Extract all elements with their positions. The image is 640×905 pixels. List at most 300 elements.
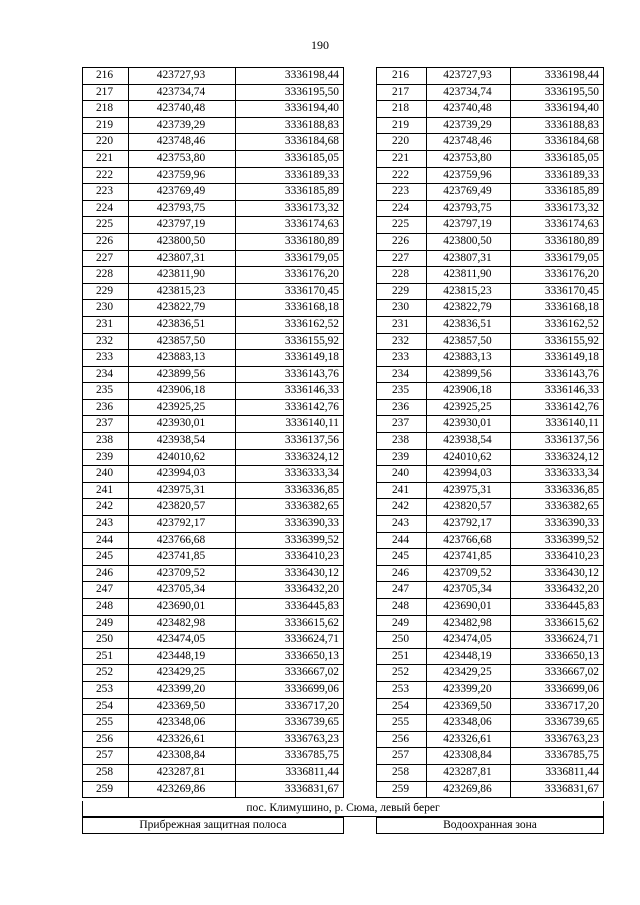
x-coordinate: 423836,51 (129, 316, 236, 333)
table-row (377, 681, 604, 698)
point-number: 225 (377, 217, 427, 234)
x-coordinate: 423740,48 (129, 101, 236, 118)
table-row (83, 516, 344, 533)
x-coordinate: 423792,17 (129, 516, 236, 533)
table-row (377, 433, 604, 450)
x-coordinate: 423734,74 (427, 84, 511, 101)
point-number: 254 (377, 698, 427, 715)
table-row (83, 582, 344, 599)
x-coordinate: 423739,29 (427, 117, 511, 134)
x-coordinate: 423800,50 (129, 233, 236, 250)
y-coordinate: 3336667,02 (236, 665, 344, 682)
point-number: 247 (83, 582, 129, 599)
x-coordinate: 423759,96 (129, 167, 236, 184)
table-row (377, 316, 604, 333)
point-number: 250 (377, 632, 427, 649)
point-number: 253 (83, 681, 129, 698)
x-coordinate: 423448,19 (427, 648, 511, 665)
x-coordinate: 423938,54 (129, 433, 236, 450)
x-coordinate: 423820,57 (427, 499, 511, 516)
table-row (377, 615, 604, 632)
y-coordinate: 3336382,65 (511, 499, 604, 516)
point-number: 239 (83, 449, 129, 466)
point-number: 256 (377, 731, 427, 748)
y-coordinate: 3336763,23 (236, 731, 344, 748)
point-number: 240 (377, 466, 427, 483)
y-coordinate: 3336382,65 (236, 499, 344, 516)
y-coordinate: 3336615,62 (511, 615, 604, 632)
table-row (377, 399, 604, 416)
coordinates-table-water-protection-zone (376, 67, 604, 798)
x-coordinate: 423269,86 (129, 781, 236, 798)
table-row (377, 250, 604, 267)
x-coordinate: 423741,85 (129, 549, 236, 566)
point-number: 233 (377, 350, 427, 367)
table-row (83, 632, 344, 649)
y-coordinate: 3336831,67 (511, 781, 604, 798)
point-number: 222 (377, 167, 427, 184)
point-number: 235 (83, 383, 129, 400)
x-coordinate: 423705,34 (129, 582, 236, 599)
table-row (377, 300, 604, 317)
coordinates-table-body (83, 68, 344, 798)
y-coordinate: 3336137,56 (236, 433, 344, 450)
point-number: 216 (83, 68, 129, 85)
x-coordinate: 423399,20 (427, 681, 511, 698)
y-coordinate: 3336432,20 (236, 582, 344, 599)
table-row (83, 250, 344, 267)
point-number: 218 (377, 101, 427, 118)
table-row (83, 698, 344, 715)
x-coordinate: 423797,19 (129, 217, 236, 234)
y-coordinate: 3336162,52 (236, 316, 344, 333)
x-coordinate: 423734,74 (129, 84, 236, 101)
point-number: 227 (377, 250, 427, 267)
table-row (377, 466, 604, 483)
table-row (377, 200, 604, 217)
table-row (83, 565, 344, 582)
y-coordinate: 3336180,89 (511, 233, 604, 250)
y-coordinate: 3336180,89 (236, 233, 344, 250)
point-number: 251 (83, 648, 129, 665)
x-coordinate: 423748,46 (427, 134, 511, 151)
point-number: 239 (377, 449, 427, 466)
y-coordinate: 3336410,23 (511, 549, 604, 566)
x-coordinate: 423899,56 (427, 366, 511, 383)
point-number: 254 (83, 698, 129, 715)
y-coordinate: 3336170,45 (236, 283, 344, 300)
x-coordinate: 423369,50 (129, 698, 236, 715)
point-number: 219 (83, 117, 129, 134)
coordinates-table-coastal-strip (82, 67, 344, 798)
table-row (377, 499, 604, 516)
point-number: 223 (83, 184, 129, 201)
coordinates-table-body (377, 68, 604, 798)
x-coordinate: 423792,17 (427, 516, 511, 533)
y-coordinate: 3336445,83 (236, 599, 344, 616)
y-coordinate: 3336188,83 (236, 117, 344, 134)
x-coordinate: 423474,05 (129, 632, 236, 649)
point-number: 258 (83, 764, 129, 781)
point-number: 249 (83, 615, 129, 632)
table-row (83, 599, 344, 616)
y-coordinate: 3336333,34 (236, 466, 344, 483)
table-row (377, 84, 604, 101)
table-row (83, 731, 344, 748)
point-number: 219 (377, 117, 427, 134)
point-number: 245 (377, 549, 427, 566)
y-coordinate: 3336650,13 (236, 648, 344, 665)
y-coordinate: 3336785,75 (511, 748, 604, 765)
point-number: 259 (377, 781, 427, 798)
point-number: 234 (377, 366, 427, 383)
point-number: 222 (83, 167, 129, 184)
x-coordinate: 423705,34 (427, 582, 511, 599)
x-coordinate: 423739,29 (129, 117, 236, 134)
x-coordinate: 423474,05 (427, 632, 511, 649)
y-coordinate: 3336811,44 (236, 764, 344, 781)
table-row (377, 217, 604, 234)
point-number: 229 (377, 283, 427, 300)
y-coordinate: 3336140,11 (236, 416, 344, 433)
x-coordinate: 423822,79 (427, 300, 511, 317)
x-coordinate: 423797,19 (427, 217, 511, 234)
x-coordinate: 423287,81 (427, 764, 511, 781)
table-row (83, 466, 344, 483)
point-number: 257 (83, 748, 129, 765)
y-coordinate: 3336188,83 (511, 117, 604, 134)
point-number: 255 (377, 715, 427, 732)
point-number: 250 (83, 632, 129, 649)
y-coordinate: 3336624,71 (511, 632, 604, 649)
point-number: 224 (377, 200, 427, 217)
y-coordinate: 3336194,40 (236, 101, 344, 118)
table-row (83, 117, 344, 134)
x-coordinate: 423753,80 (129, 150, 236, 167)
y-coordinate: 3336430,12 (236, 565, 344, 582)
x-coordinate: 423857,50 (129, 333, 236, 350)
x-coordinate: 423748,46 (129, 134, 236, 151)
table-row (377, 383, 604, 400)
y-coordinate: 3336667,02 (511, 665, 604, 682)
table-row (83, 283, 344, 300)
y-coordinate: 3336184,68 (236, 134, 344, 151)
y-coordinate: 3336739,65 (511, 715, 604, 732)
y-coordinate: 3336189,33 (511, 167, 604, 184)
x-coordinate: 423883,13 (427, 350, 511, 367)
x-coordinate: 423975,31 (129, 482, 236, 499)
y-coordinate: 3336194,40 (511, 101, 604, 118)
table-row (83, 482, 344, 499)
point-number: 223 (377, 184, 427, 201)
table-row (377, 632, 604, 649)
y-coordinate: 3336149,18 (511, 350, 604, 367)
y-coordinate: 3336174,63 (236, 217, 344, 234)
point-number: 221 (377, 150, 427, 167)
y-coordinate: 3336198,44 (511, 68, 604, 85)
point-number: 245 (83, 549, 129, 566)
x-coordinate: 423793,75 (427, 200, 511, 217)
y-coordinate: 3336146,33 (511, 383, 604, 400)
y-coordinate: 3336195,50 (236, 84, 344, 101)
table-row (83, 449, 344, 466)
table-row (83, 333, 344, 350)
point-number: 258 (377, 764, 427, 781)
x-coordinate: 423709,52 (427, 565, 511, 582)
table-row (377, 267, 604, 284)
x-coordinate: 423820,57 (129, 499, 236, 516)
table-row (83, 399, 344, 416)
table-row (377, 482, 604, 499)
y-coordinate: 3336155,92 (511, 333, 604, 350)
point-number: 242 (377, 499, 427, 516)
table-row (377, 416, 604, 433)
x-coordinate: 423690,01 (427, 599, 511, 616)
x-coordinate: 423429,25 (129, 665, 236, 682)
table-row (377, 366, 604, 383)
point-number: 216 (377, 68, 427, 85)
point-number: 247 (377, 582, 427, 599)
y-coordinate: 3336717,20 (511, 698, 604, 715)
y-coordinate: 3336174,63 (511, 217, 604, 234)
point-number: 255 (83, 715, 129, 732)
x-coordinate: 423348,06 (427, 715, 511, 732)
y-coordinate: 3336185,05 (511, 150, 604, 167)
x-coordinate: 423815,23 (427, 283, 511, 300)
y-coordinate: 3336336,85 (236, 482, 344, 499)
y-coordinate: 3336185,89 (236, 184, 344, 201)
table-row (377, 565, 604, 582)
point-number: 248 (83, 599, 129, 616)
y-coordinate: 3336399,52 (511, 532, 604, 549)
y-coordinate: 3336142,76 (511, 399, 604, 416)
y-coordinate: 3336336,85 (511, 482, 604, 499)
x-coordinate: 423709,52 (129, 565, 236, 582)
table-row (83, 233, 344, 250)
point-number: 218 (83, 101, 129, 118)
table-row (377, 516, 604, 533)
x-coordinate: 423326,61 (427, 731, 511, 748)
table-row (377, 731, 604, 748)
table-row (83, 665, 344, 682)
y-coordinate: 3336140,11 (511, 416, 604, 433)
y-coordinate: 3336763,23 (511, 731, 604, 748)
point-number: 242 (83, 499, 129, 516)
table-row (83, 84, 344, 101)
table-row (377, 715, 604, 732)
x-coordinate: 423769,49 (129, 184, 236, 201)
x-coordinate: 423930,01 (427, 416, 511, 433)
x-coordinate: 423883,13 (129, 350, 236, 367)
point-number: 237 (83, 416, 129, 433)
y-coordinate: 3336143,76 (236, 366, 344, 383)
x-coordinate: 423807,31 (427, 250, 511, 267)
y-coordinate: 3336699,06 (236, 681, 344, 698)
table-row (83, 781, 344, 798)
x-coordinate: 423793,75 (129, 200, 236, 217)
point-number: 221 (83, 150, 129, 167)
point-number: 231 (83, 316, 129, 333)
table-row (83, 615, 344, 632)
x-coordinate: 423899,56 (129, 366, 236, 383)
point-number: 225 (83, 217, 129, 234)
x-coordinate: 423857,50 (427, 333, 511, 350)
point-number: 220 (83, 134, 129, 151)
y-coordinate: 3336717,20 (236, 698, 344, 715)
y-coordinate: 3336170,45 (511, 283, 604, 300)
y-coordinate: 3336184,68 (511, 134, 604, 151)
y-coordinate: 3336615,62 (236, 615, 344, 632)
y-coordinate: 3336179,05 (511, 250, 604, 267)
y-coordinate: 3336324,12 (511, 449, 604, 466)
point-number: 236 (83, 399, 129, 416)
x-coordinate: 423938,54 (427, 433, 511, 450)
point-number: 232 (377, 333, 427, 350)
point-number: 227 (83, 250, 129, 267)
x-coordinate: 423994,03 (129, 466, 236, 483)
table-row (377, 648, 604, 665)
point-number: 230 (83, 300, 129, 317)
table-row (377, 582, 604, 599)
point-number: 244 (83, 532, 129, 549)
point-number: 248 (377, 599, 427, 616)
x-coordinate: 423994,03 (427, 466, 511, 483)
table-row (83, 681, 344, 698)
table-row (377, 150, 604, 167)
point-number: 232 (83, 333, 129, 350)
point-number: 228 (83, 267, 129, 284)
table-row (83, 316, 344, 333)
x-coordinate: 423727,93 (427, 68, 511, 85)
y-coordinate: 3336831,67 (236, 781, 344, 798)
table-row (377, 764, 604, 781)
y-coordinate: 3336142,76 (236, 399, 344, 416)
x-coordinate: 423766,68 (129, 532, 236, 549)
x-coordinate: 423727,93 (129, 68, 236, 85)
x-coordinate: 423482,98 (427, 615, 511, 632)
x-coordinate: 423326,61 (129, 731, 236, 748)
table-row (377, 134, 604, 151)
point-number: 251 (377, 648, 427, 665)
point-number: 236 (377, 399, 427, 416)
point-number: 252 (83, 665, 129, 682)
point-number: 217 (377, 84, 427, 101)
y-coordinate: 3336176,20 (236, 267, 344, 284)
table-row (377, 350, 604, 367)
point-number: 234 (83, 366, 129, 383)
table-row (377, 665, 604, 682)
y-coordinate: 3336390,33 (511, 516, 604, 533)
location-caption: пос. Климушино, р. Сюма, левый берег (82, 801, 604, 817)
table-row (83, 300, 344, 317)
point-number: 252 (377, 665, 427, 682)
table-row (83, 184, 344, 201)
table-row (83, 134, 344, 151)
y-coordinate: 3336430,12 (511, 565, 604, 582)
x-coordinate: 424010,62 (427, 449, 511, 466)
x-coordinate: 423769,49 (427, 184, 511, 201)
table-row (377, 698, 604, 715)
x-coordinate: 423741,85 (427, 549, 511, 566)
point-number: 244 (377, 532, 427, 549)
y-coordinate: 3336176,20 (511, 267, 604, 284)
x-coordinate: 423925,25 (129, 399, 236, 416)
table-row (377, 283, 604, 300)
water-protection-zone-label: Водоохранная зона (376, 817, 604, 834)
y-coordinate: 3336399,52 (236, 532, 344, 549)
table-row (377, 117, 604, 134)
point-number: 231 (377, 316, 427, 333)
table-row (83, 549, 344, 566)
point-number: 237 (377, 416, 427, 433)
point-number: 240 (83, 466, 129, 483)
table-row (83, 101, 344, 118)
x-coordinate: 423925,25 (427, 399, 511, 416)
table-row (377, 449, 604, 466)
table-row (83, 648, 344, 665)
x-coordinate: 424010,62 (129, 449, 236, 466)
x-coordinate: 423399,20 (129, 681, 236, 698)
point-number: 235 (377, 383, 427, 400)
x-coordinate: 423822,79 (129, 300, 236, 317)
y-coordinate: 3336390,33 (236, 516, 344, 533)
point-number: 217 (83, 84, 129, 101)
table-row (83, 433, 344, 450)
point-number: 257 (377, 748, 427, 765)
point-number: 259 (83, 781, 129, 798)
point-number: 243 (83, 516, 129, 533)
x-coordinate: 423308,84 (427, 748, 511, 765)
x-coordinate: 423975,31 (427, 482, 511, 499)
x-coordinate: 423836,51 (427, 316, 511, 333)
y-coordinate: 3336785,75 (236, 748, 344, 765)
y-coordinate: 3336432,20 (511, 582, 604, 599)
point-number: 233 (83, 350, 129, 367)
table-row (377, 333, 604, 350)
y-coordinate: 3336624,71 (236, 632, 344, 649)
x-coordinate: 423753,80 (427, 150, 511, 167)
table-row (83, 68, 344, 85)
point-number: 241 (83, 482, 129, 499)
y-coordinate: 3336168,18 (236, 300, 344, 317)
x-coordinate: 423269,86 (427, 781, 511, 798)
y-coordinate: 3336185,05 (236, 150, 344, 167)
x-coordinate: 423759,96 (427, 167, 511, 184)
table-row (83, 150, 344, 167)
table-row (83, 748, 344, 765)
x-coordinate: 423308,84 (129, 748, 236, 765)
x-coordinate: 423287,81 (129, 764, 236, 781)
point-number: 229 (83, 283, 129, 300)
y-coordinate: 3336179,05 (236, 250, 344, 267)
point-number: 243 (377, 516, 427, 533)
table-row (377, 184, 604, 201)
x-coordinate: 423448,19 (129, 648, 236, 665)
table-row (83, 350, 344, 367)
y-coordinate: 3336739,65 (236, 715, 344, 732)
y-coordinate: 3336699,06 (511, 681, 604, 698)
table-row (377, 101, 604, 118)
table-row (377, 549, 604, 566)
x-coordinate: 423906,18 (427, 383, 511, 400)
table-row (377, 167, 604, 184)
table-row (83, 416, 344, 433)
point-number: 241 (377, 482, 427, 499)
table-row (83, 267, 344, 284)
y-coordinate: 3336445,83 (511, 599, 604, 616)
point-number: 238 (377, 433, 427, 450)
point-number: 238 (83, 433, 129, 450)
